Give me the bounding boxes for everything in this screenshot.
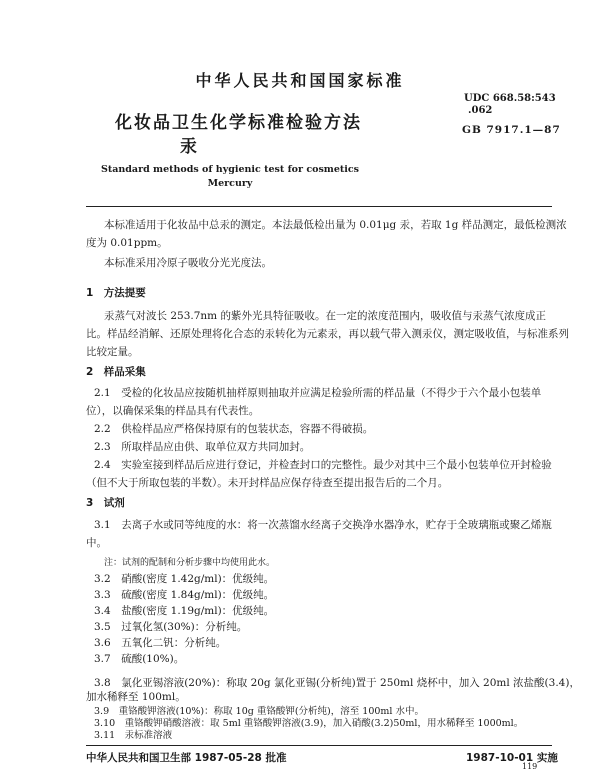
clause-3-8: 3.8 氯化亚锡溶液(20%)：称取 20g 氯化亚锡(分析纯)置于 250ml 烧杯中，加入 20ml 浓盐酸(3.4)， <box>94 677 580 689</box>
document-title-en: Standard methods of hygienic test for cosmetics <box>100 164 360 175</box>
approval-line: 中华人民共和国卫生部 1987-05-28 批准 <box>86 752 287 764</box>
clause-3-10: 3.10 重铬酸钾硝酸溶液：取 5ml 重铬酸钾溶液(3.9)，加入硝酸(3.2)50ml，用水稀释至 1000ml。 <box>94 718 524 729</box>
standard-title: 中华人民共和国国家标准 <box>195 71 405 90</box>
clause-2-3: 2.3 所取样品应由供、取单位双方共同加封。 <box>94 441 311 453</box>
clause-3-11: 3.11 汞标准溶液 <box>94 730 173 741</box>
clause-3-2: 3.2 硝酸(密度 1.42g/ml)：优级纯。 <box>94 573 275 585</box>
clause-3-5: 3.5 过氧化氢(30%)：分析纯。 <box>94 621 248 633</box>
section-heading-3: 3 试剂 <box>86 497 125 509</box>
page-number: 119 <box>522 762 538 771</box>
implementation-date: 1987-10-01 实施 <box>466 752 558 764</box>
clause-2-2: 2.2 供检样品应严格保持原有的包装状态，容器不得破损。 <box>94 423 374 435</box>
udc-number: UDC 668.58:543 <box>464 93 556 104</box>
note: 注：试剂的配制和分析步骤中均使用此水。 <box>104 558 276 568</box>
clause-3-6: 3.6 五氧化二钒：分析纯。 <box>94 637 227 649</box>
intro-method: 本标准采用冷原子吸收分光光度法。 <box>104 257 272 269</box>
clause-3-4: 3.4 盐酸(密度 1.19g/ml)：优级纯。 <box>94 605 275 617</box>
clause-2-1-cont: 位），以确保采集的样品具有代表性。 <box>86 405 260 417</box>
intro-paragraph: 本标准适用于化妆品中总汞的测定。本法最低检出量为 0.01μg 汞，若取 1g 样品测定，最低检测浓 <box>104 219 567 231</box>
clause-3-9: 3.9 重铬酸钾溶液(10%)：称取 10g 重铬酸钾(分析纯)，溶至 100ml 水中。 <box>94 706 424 717</box>
clause-2-4-cont: （但不大于所取包装的半数）。未开封样品应保存待查至提出报告后的二个月。 <box>86 477 449 489</box>
header-divider <box>86 206 552 207</box>
document-subtitle-cn: 汞 <box>180 137 197 157</box>
clause-3-1: 3.1 去离子水或同等纯度的水：将一次蒸馏水经离子交换净水器净水，贮存于全玻璃瓶或聚乙烯瓶 <box>94 519 552 531</box>
document-title-cn: 化妆品卫生化学标准检验方法 <box>115 113 362 133</box>
gb-number: GB 7917.1—87 <box>462 124 561 136</box>
clause-3-7: 3.7 硫酸(10%)。 <box>94 653 185 665</box>
document-subtitle-en: Mercury <box>207 178 253 189</box>
clause-2-4: 2.4 实验室接到样品后应进行登记，并检查封口的完整性。最少对其中三个最小包装单位开封检验 <box>94 459 552 471</box>
footer-divider <box>86 745 552 746</box>
clause-3-1-cont: 中。 <box>86 537 107 549</box>
section1-text-cont: 比较定量。 <box>86 346 139 358</box>
section1-text-cont: 比。样品经消解、还原处理将化合态的汞转化为元素汞，再以载气带入测汞仪，测定吸收值，与标准系列 <box>86 328 569 340</box>
clause-2-1: 2.1 受检的化妆品应按随机抽样原则抽取并应满足检验所需的样品量（不得少于六个最小包装单 <box>94 387 542 399</box>
intro-paragraph-cont: 度为 0.01ppm。 <box>86 237 168 249</box>
udc-number-continued: .062 <box>468 105 493 116</box>
clause-3-3: 3.3 硫酸(密度 1.84g/ml)：优级纯。 <box>94 589 275 601</box>
section1-text: 汞蒸气对波长 253.7nm 的紫外光具特征吸收。在一定的浓度范围内，吸收值与汞蒸气浓度成正 <box>104 310 546 322</box>
clause-3-8-cont: 加水稀释至 100ml。 <box>86 691 186 703</box>
section-heading-1: 1 方法提要 <box>86 287 146 299</box>
section-heading-2: 2 样品采集 <box>86 366 146 378</box>
